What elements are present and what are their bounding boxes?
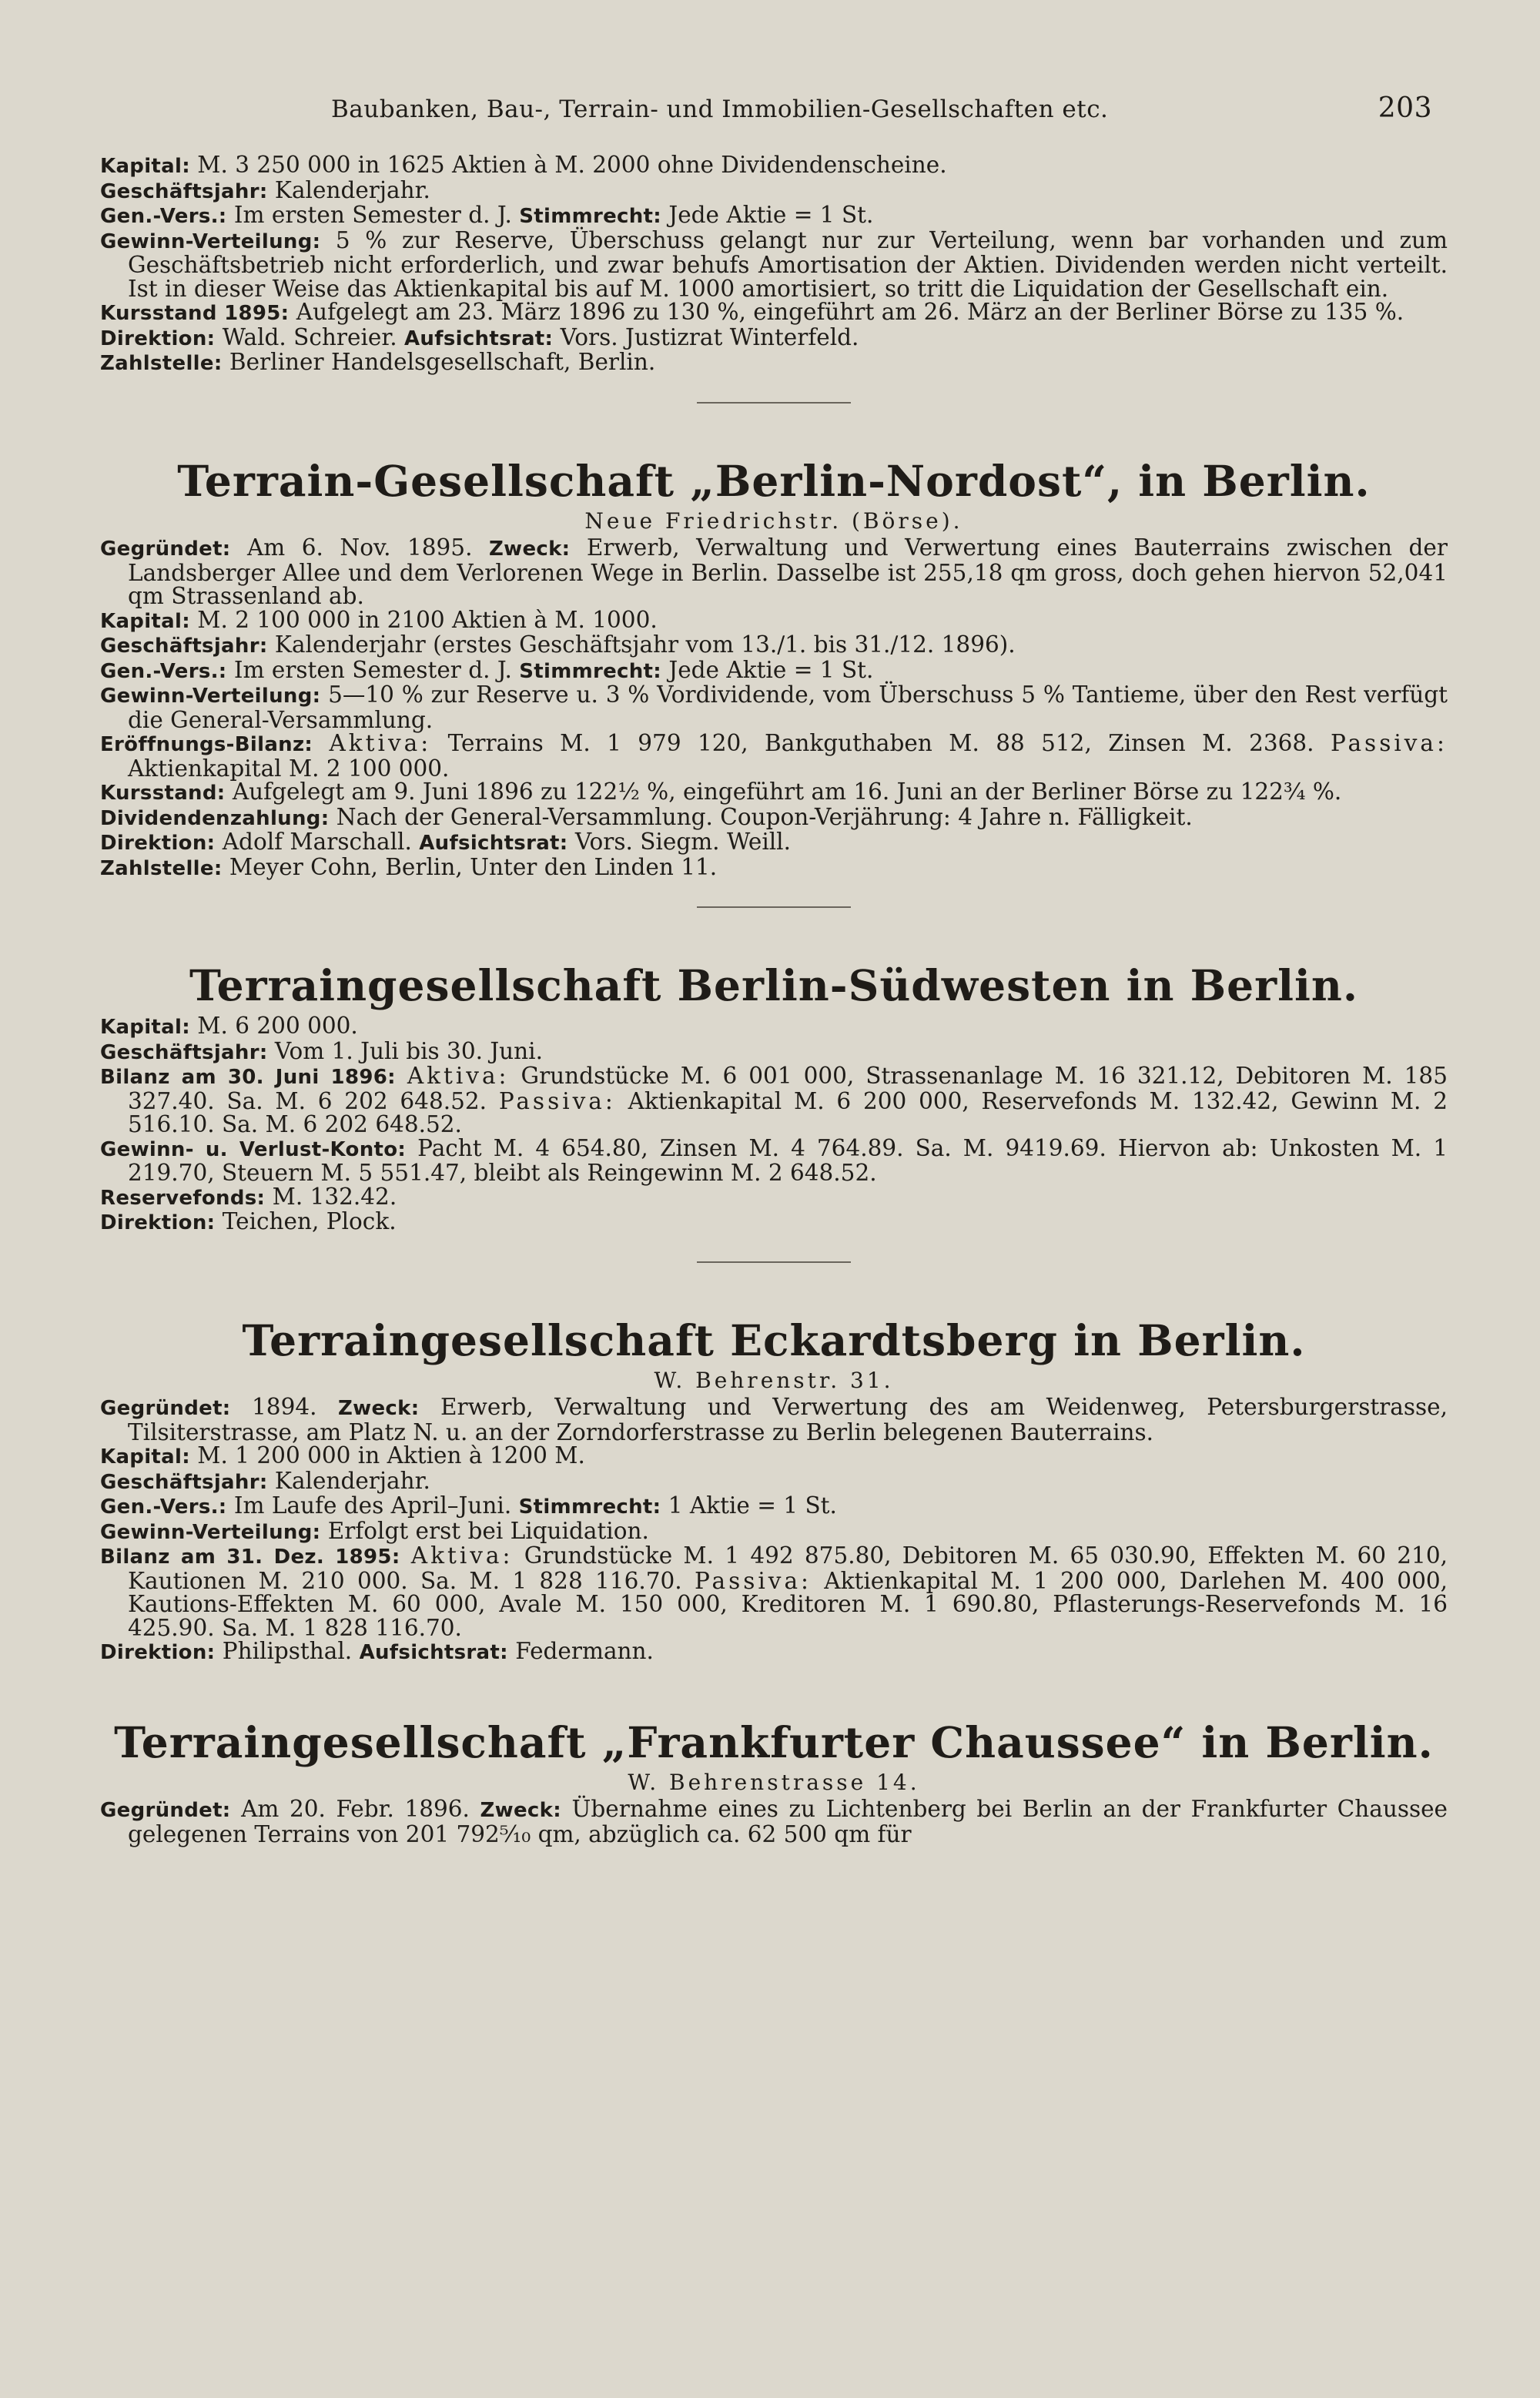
entry-eckardtsberg <box>100 1317 1448 1665</box>
geschaeftsjahr-line <box>100 176 1448 204</box>
field-text: M. 132.42. <box>272 1183 397 1210</box>
field-label: Gegründet: <box>100 1799 231 1822</box>
field-label: Aufsichtsrat: <box>419 832 568 855</box>
entry-berlin-suedwesten <box>100 962 1448 1263</box>
field-text: Aktienkapital M. 2 100 000. <box>128 755 450 782</box>
passiva-word: Passiva: <box>498 1087 616 1114</box>
aktiva-word: Aktiva: <box>329 730 432 756</box>
kapital-line <box>100 1014 1448 1040</box>
field-label: Eröffnungs-Bilanz: <box>100 733 313 756</box>
field-text: Federmann. <box>515 1638 654 1664</box>
field-text: Jede Aktie = 1 St. <box>668 202 874 228</box>
field-label: Stimmrecht: <box>518 1495 661 1519</box>
entry-frankfurter-chaussee <box>100 1716 1448 1847</box>
field-label: Gen.-Vers.: <box>100 205 227 228</box>
section-divider <box>697 1261 851 1263</box>
company-title: Terraingesellschaft Berlin-Südwesten in Berlin. <box>189 960 1359 1010</box>
field-text: 5 % zur Reserve, Überschuss gelangt nur zur Verteilung, wenn bar vorhanden und zum Geschäftsbetrieb nicht erforderlich, und zwar behufs Amortisation der Aktien. Dividenden werden nicht verteilt. Ist in dieser Weise das Aktienkapital bis auf M. 1000 amortisiert, so tritt die Liquidation der Gesellschaft ein. <box>128 226 1448 302</box>
field-label: Direktion: <box>100 1641 216 1664</box>
field-text: Nach der General-Versammlung. Coupon-Verjährung: 4 Jahre n. Fälligkeit. <box>336 803 1193 830</box>
field-text: Teichen, Plock. <box>222 1208 397 1234</box>
genvers-line <box>100 1494 1448 1519</box>
field-label: Gegründet: <box>100 538 231 561</box>
gewinn-line <box>100 683 1448 732</box>
kapital-line <box>100 608 1448 634</box>
zahlstelle-line <box>100 350 1448 376</box>
field-text: Vom 1. Juli bis 30. Juni. <box>274 1037 543 1064</box>
gegruendet-line <box>100 536 1448 608</box>
field-label: Gewinn-Verteilung: <box>100 1520 321 1544</box>
field-label: Gen.-Vers.: <box>100 1495 227 1519</box>
field-label: Bilanz am 31. Dez. 1895: <box>100 1546 400 1569</box>
field-label: Kapital: <box>100 609 190 633</box>
field-label: Kursstand: <box>100 782 226 805</box>
field-text: Erwerb, Verwaltung und Verwertung eines Bauterrains zwischen der Landsberger Allee und dem Verlorenen Wege in Berlin. Dasselbe ist 255,18 qm gross, doch gehen hiervon 52,041 qm Strassenland ab. <box>128 534 1448 609</box>
geschaeftsjahr-line <box>100 1037 1448 1065</box>
section-divider <box>697 402 851 404</box>
gewinn-line <box>100 226 1448 302</box>
entry-continued <box>100 153 1448 404</box>
company-address: Neue Friedrichstr. (Börse). <box>584 507 963 534</box>
company-title: Terrain-Gesellschaft „Berlin-Nordost“, in Berlin. <box>177 455 1371 506</box>
direktion-line <box>100 323 1448 351</box>
entry-berlin-nordost <box>100 457 1448 909</box>
reservefonds-line <box>100 1185 1448 1211</box>
field-text: Aufgelegt am 9. Juni 1896 zu 122½ %, eingeführt am 16. Juni an der Berliner Börse zu 122¾ %. <box>232 779 1342 805</box>
field-text: Kalenderjahr (erstes Geschäftsjahr vom 13./1. bis 31./12. 1896). <box>274 631 1016 658</box>
field-label: Gewinn-Verteilung: <box>100 685 321 708</box>
field-text: Im ersten Semester d. J. <box>233 656 512 683</box>
field-text: Jede Aktie = 1 St. <box>668 656 874 683</box>
kapital-line <box>100 1444 1448 1469</box>
field-label: Geschäftsjahr: <box>100 1040 268 1064</box>
genvers-line <box>100 658 1448 684</box>
field-text: Philipsthal. <box>222 1638 353 1664</box>
field-label: Zweck: <box>480 1799 561 1822</box>
passiva-word: Passiva: <box>694 1567 812 1594</box>
field-label: Aufsichtsrat: <box>403 327 554 350</box>
field-label: Geschäftsjahr: <box>100 179 268 203</box>
field-text: Erfolgt erst bei Liquidation. <box>327 1517 649 1544</box>
guv-line <box>100 1134 1448 1186</box>
geschaeftsjahr-line <box>100 1469 1448 1495</box>
aktiva-word: Aktiva: <box>410 1542 514 1569</box>
direktion-line <box>100 1639 1448 1665</box>
field-text: Im ersten Semester d. J. <box>233 202 512 228</box>
field-label: Zweck: <box>338 1397 420 1420</box>
field-label: Gewinn- u. Verlust-Konto: <box>100 1137 407 1161</box>
gegruendet-line <box>100 1797 1448 1846</box>
field-text: Am 6. Nov. 1895. <box>247 534 473 561</box>
field-label: Dividendenzahlung: <box>100 806 330 830</box>
field-text: M. 2 100 000 in 2100 Aktien à M. 1000. <box>197 606 658 633</box>
field-text: 1894. <box>252 1394 317 1420</box>
field-text: Grundstücke M. 6 001 000, Strassenanlage M. 16 321.12, Debitoren M. 185 327.40. Sa. M. 6 202 648.52. <box>128 1063 1448 1114</box>
company-address: W. Behrenstr. 31. <box>654 1367 894 1393</box>
field-text: Übernahme eines zu Lichtenberg bei Berlin an der Frankfurter Chaussee gelegenen Terrains von 201 792⁵⁄₁₀ qm, abzüglich ca. 62 500 qm für <box>128 1796 1448 1847</box>
field-text: Terrains M. 1 979 120, Bankguthaben M. 88 512, Zinsen M. 2368. <box>447 730 1314 756</box>
gewinn-line <box>100 1519 1448 1545</box>
geschaeftsjahr-line <box>100 633 1448 658</box>
field-label: Gewinn-Verteilung: <box>100 229 321 253</box>
field-text: 1 Aktie = 1 St. <box>668 1492 837 1519</box>
running-title: Baubanken, Bau-, Terrain- und Immobilien-Gesellschaften etc. <box>331 95 1109 123</box>
field-text: Aktienkapital M. 1 200 000, Darlehen M. 400 000, Kautions-Effekten M. 60 000, Avale M. 150 000, Kreditoren M. 1 690.80, Pflasterungs-Reservefonds M. 16 425.90. Sa. M. 1 828 116.70. <box>128 1567 1448 1641</box>
field-label: Reservefonds: <box>100 1186 266 1210</box>
kursstand-line <box>100 780 1448 805</box>
field-text: Aufgelegt am 23. März 1896 zu 130 %, eingeführt am 26. März an der Berliner Börse zu 135 %. <box>296 299 1404 325</box>
zahlstelle-line <box>100 853 1448 881</box>
gegruendet-line <box>100 1395 1448 1444</box>
dividende-line <box>100 805 1448 831</box>
aktiva-word: Aktiva: <box>407 1063 510 1089</box>
running-head <box>100 92 1448 124</box>
field-label: Gegründet: <box>100 1397 231 1420</box>
field-text: M. 3 250 000 in 1625 Aktien à M. 2000 ohne Dividendenscheine. <box>197 152 947 178</box>
field-text: Kalenderjahr. <box>274 1467 430 1494</box>
passiva-word: Passiva: <box>1330 730 1448 756</box>
field-label: Kapital: <box>100 1016 190 1039</box>
field-label: Direktion: <box>100 832 216 855</box>
field-label: Kursstand 1895: <box>100 302 290 325</box>
section-divider <box>697 906 851 908</box>
field-label: Kapital: <box>100 155 190 178</box>
genvers-line <box>100 203 1448 229</box>
field-label: Gen.-Vers.: <box>100 659 227 683</box>
field-text: Wald. Schreier. <box>222 323 397 350</box>
field-text: Im Laufe des April–Juni. <box>233 1492 512 1519</box>
bilanz-line <box>100 732 1448 780</box>
field-label: Stimmrecht: <box>519 205 661 228</box>
field-text: Adolf Marschall. <box>222 829 412 855</box>
field-label: Aufsichtsrat: <box>359 1641 508 1664</box>
bilanz-line <box>100 1064 1448 1137</box>
page-number: 203 <box>1378 92 1432 124</box>
field-text: Am 20. Febr. 1896. <box>241 1796 470 1822</box>
field-text: Kalenderjahr. <box>274 176 430 203</box>
field-text: Vors. Justizrat Winterfeld. <box>560 323 859 350</box>
kursstand-line <box>100 300 1448 326</box>
field-text: Aktienkapital M. 6 200 000, Reservefonds M. 132.42, Gewinn M. 2 516.10. Sa. M. 6 202 648.52. <box>128 1087 1448 1137</box>
field-label: Bilanz am 30. Juni 1896: <box>100 1066 396 1089</box>
field-text: M. 6 200 000. <box>197 1013 358 1039</box>
company-title: Terraingesellschaft „Frankfurter Chaussee“ in Berlin. <box>114 1716 1434 1767</box>
direktion-line <box>100 830 1448 856</box>
company-address: W. Behrenstrasse 14. <box>628 1769 920 1795</box>
field-label: Zahlstelle: <box>100 352 223 375</box>
field-text: Pacht M. 4 654.80, Zinsen M. 4 764.89. Sa. M. 9419.69. Hiervon ab: Unkosten M. 1 219.70, Steuern M. 5 551.47, bleibt als Reingewinn M. 2 648.52. <box>128 1134 1448 1186</box>
field-label: Geschäftsjahr: <box>100 635 268 658</box>
field-text: Vors. Siegm. Weill. <box>574 829 791 855</box>
company-title: Terraingesellschaft Eckardtsberg in Berlin. <box>242 1315 1306 1365</box>
field-text: Erwerb, Verwaltung und Verwertung des am Weidenweg, Petersburgerstrasse, Tilsiterstrasse, am Platz N. u. an der Zorndorferstrasse zu Berlin belegenen Bauterrains. <box>128 1394 1448 1445</box>
field-text: Berliner Handelsgesellschaft, Berlin. <box>229 349 656 375</box>
field-label: Stimmrecht: <box>519 659 661 683</box>
bilanz-line <box>100 1544 1448 1639</box>
field-label: Zweck: <box>488 538 571 561</box>
field-text: 5—10 % zur Reserve u. 3 % Vordividende, vom Überschuss 5 % Tantieme, über den Rest verfügt die General-Versammlung. <box>128 682 1448 733</box>
field-label: Kapital: <box>100 1445 190 1469</box>
field-label: Zahlstelle: <box>100 856 223 880</box>
field-label: Direktion: <box>100 327 216 350</box>
field-text: M. 1 200 000 in Aktien à 1200 M. <box>197 1442 585 1469</box>
field-label: Direktion: <box>100 1211 216 1234</box>
field-text: Grundstücke M. 1 492 875.80, Debitoren M. 65 030.90, Effekten M. 60 210, Kautionen M. 210 000. Sa. M. 1 828 116.70. <box>128 1542 1448 1594</box>
kapital-line <box>100 153 1448 179</box>
field-text: Meyer Cohn, Berlin, Unter den Linden 11. <box>229 853 718 880</box>
direktion-line <box>100 1210 1448 1235</box>
field-label: Geschäftsjahr: <box>100 1470 268 1494</box>
